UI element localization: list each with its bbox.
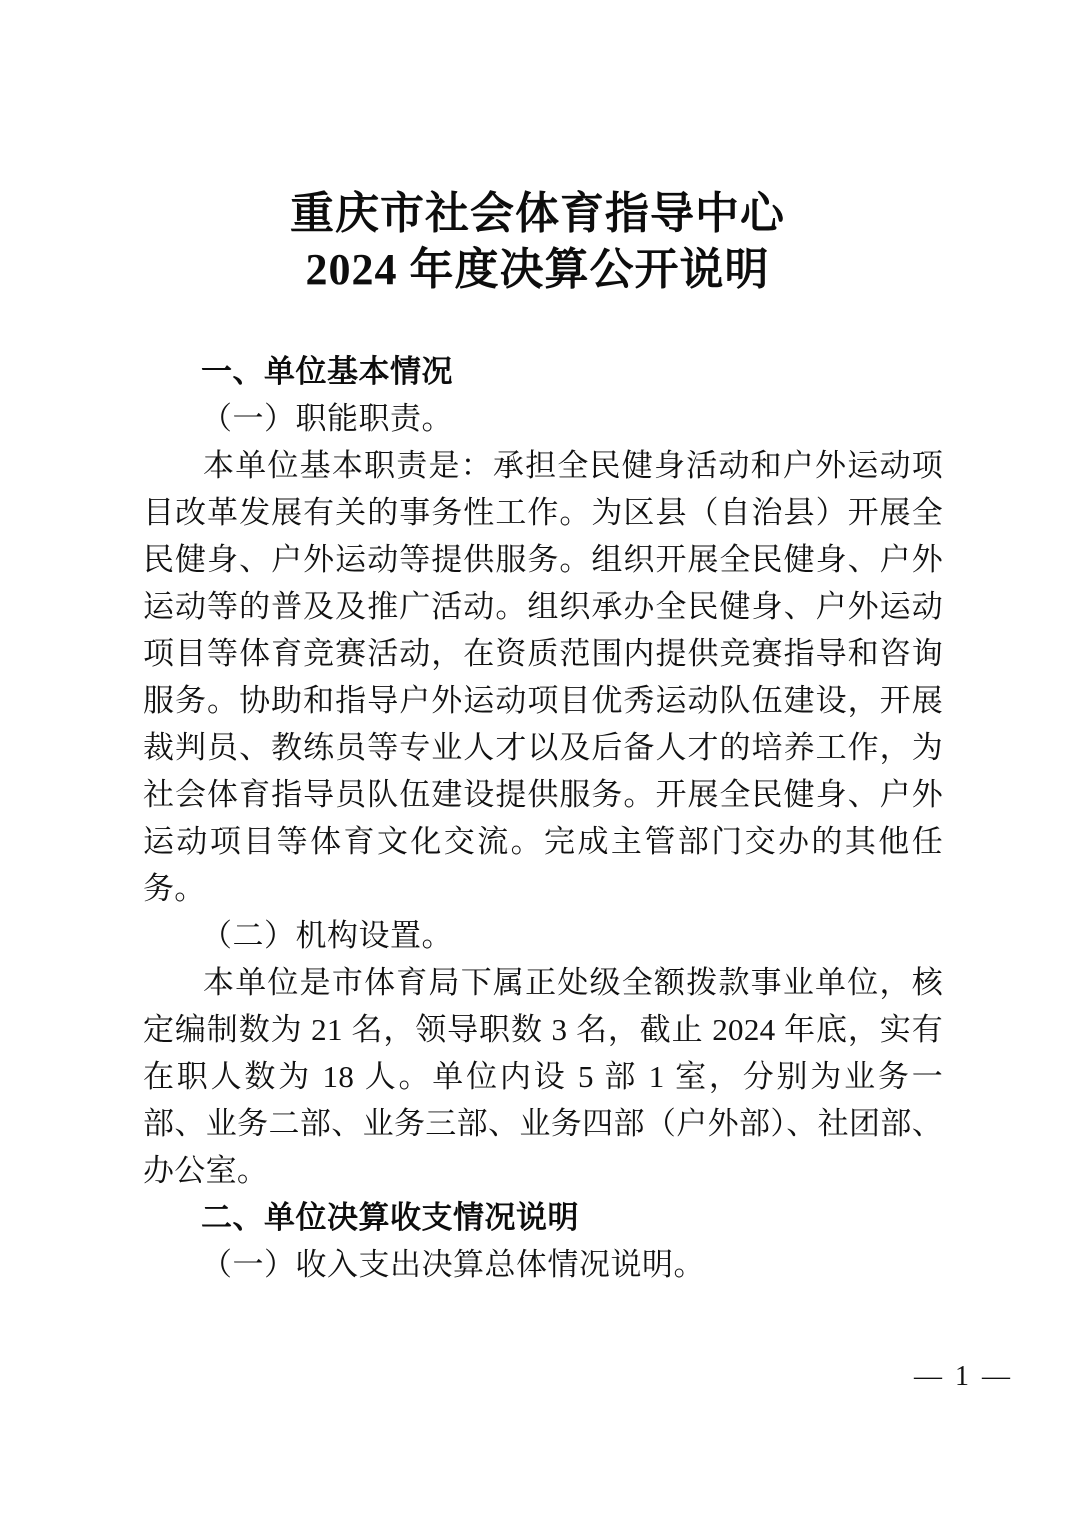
document-body xyxy=(143,348,943,1288)
sub-heading-2-1: （一）收入支出决算总体情况说明。 xyxy=(201,1247,705,1282)
document-title xyxy=(0,186,1075,298)
section-heading-1: 一、单位基本情况 xyxy=(201,354,453,389)
paragraph-1-1: 本单位基本职责是：承担全民健身活动和户外运动项目改革发展有关的事务性工作。为区县（自治县）开展全民健身、户外运动等提供服务。组织开展全民健身、户外运动等的普及及推广活动。组织承办全民健身、户外运动项目等体育竞赛活动，在资质范围内提供竞赛指导和咨询服务。协助和指导户外运动项目优秀运动队伍建设，开展裁判员、教练员等专业人才以及后备人才的培养工作，为社会体育指导员队伍建设提供服务。开展全民健身、户外运动项目等体育文化交流。完成主管部门交办的其他任务。 xyxy=(143,448,943,906)
sub-heading-1-1: （一）职能职责。 xyxy=(201,401,453,436)
paragraph-1-2: 本单位是市体育局下属正处级全额拨款事业单位，核定编制数为 21 名，领导职数 3 名，截止 2024 年底，实有在职人数为 18 人。单位内设 5 部 1 室，分别为业务一部、业务二部、业务三部、业务四部（户外部）、社团部、办公室。 xyxy=(143,965,943,1188)
page-number-footer: — 1 — xyxy=(914,1361,1013,1392)
document-title-line-2: 2024 年度决算公开说明 xyxy=(305,245,770,294)
document-title-line-1: 重庆市社会体育指导中心 xyxy=(290,189,785,238)
sub-heading-1-2: （二）机构设置。 xyxy=(201,918,453,953)
section-heading-2: 二、单位决算收支情况说明 xyxy=(201,1200,579,1235)
